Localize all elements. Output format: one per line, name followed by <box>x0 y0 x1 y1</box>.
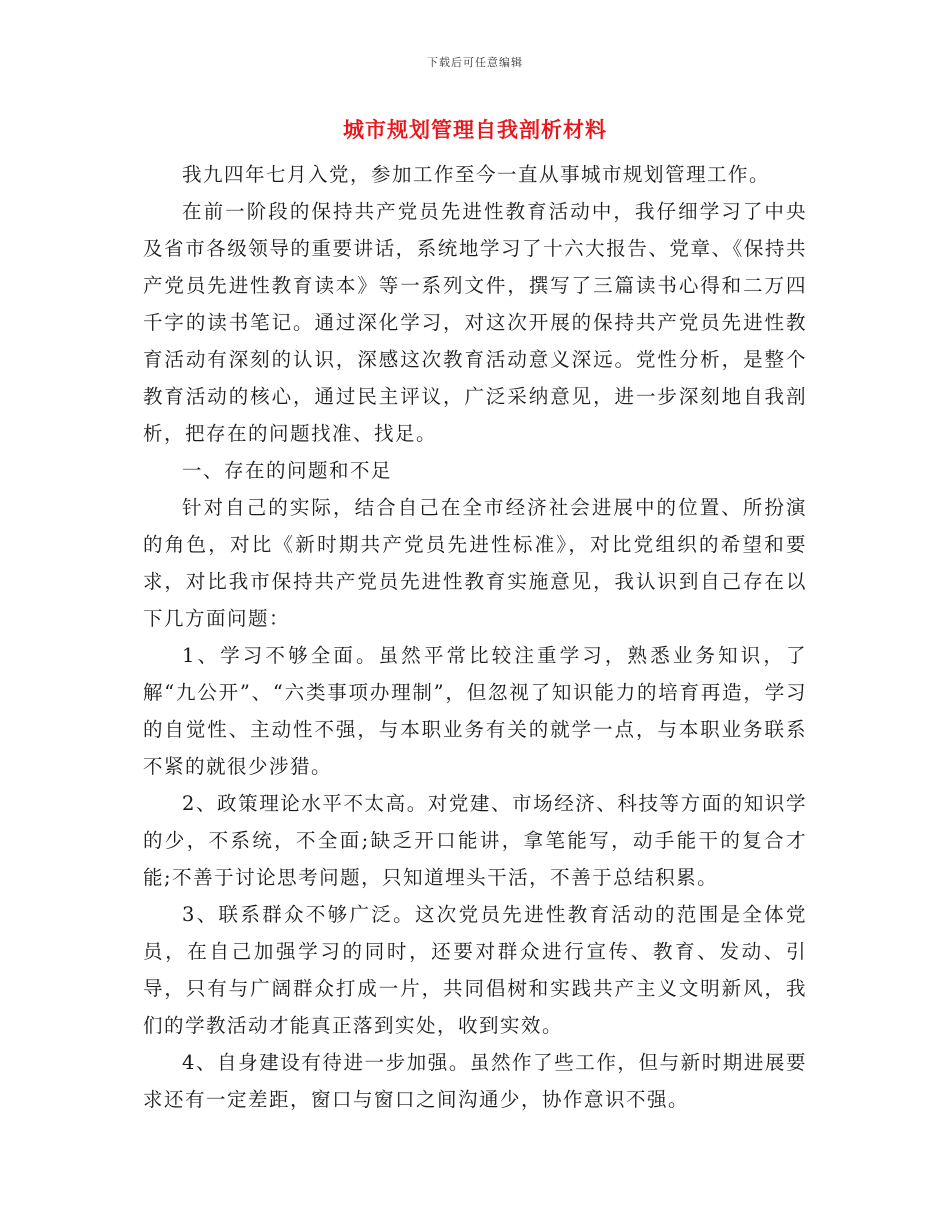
paragraph-study: 在前一阶段的保持共产党员先进性教育活动中，我仔细学习了中央及省市各级领导的重要讲话，系统地学习了十六大报告、党章、《保持共产党员先进性教育读本》等一系列文件，撰写了三篇读书心得和二万四千字的读书笔记。通过深化学习，对这次开展的保持共产党员先进性教育活动有深刻的认识，深感这次教育活动意义深远。党性分析，是整个教育活动的核心，通过民主评议，广泛采纳意见，进一步深刻地自我剖析，把存在的问题找准、找足。 <box>143 200 807 445</box>
paragraph-problems-intro: 针对自己的实际，结合自己在全市经济社会进展中的位置、所扮演的角色，对比《新时期共产党员先进性标准》，对比党组织的希望和要求，对比我市保持共产党员先进性教育实施意见，我认识到自己存在以下几方面问题： <box>143 496 807 630</box>
paragraph-problem-1: 1、学习不够全面。虽然平常比较注重学习，熟悉业务知识，了解“九公开”、“六类事项办理制”，但忽视了知识能力的培育再造，学习的自觉性、主动性不强，与本职业务有关的就学一点，与本职业务联系不紧的就很少涉猎。 <box>143 644 807 778</box>
paragraph-problem-4: 4、自身建设有待进一步加强。虽然作了些工作，但与新时期进展要求还有一定差距，窗口与窗口之间沟通少，协作意识不强。 <box>143 1051 807 1111</box>
paragraph-problem-2: 2、政策理论水平不太高。对党建、市场经济、科技等方面的知识学的少，不系统，不全面;缺乏开口能讲，拿笔能写，动手能干的复合才能;不善于讨论思考问题，只知道埋头干活，不善于总结积累。 <box>143 792 807 889</box>
document-title: 城市规划管理自我剖析材料 <box>343 117 607 142</box>
document-body <box>143 156 807 1118</box>
paragraph-problem-3: 3、联系群众不够广泛。这次党员先进性教育活动的范围是全体党员，在自己加强学习的同时，还要对群众进行宣传、教育、发动、引导，只有与广阔群众打成一片，共同倡树和实践共产主义文明新风，我们的学教活动才能真正落到实处，收到实效。 <box>143 903 807 1037</box>
section-heading: 一、存在的问题和不足 <box>182 459 393 482</box>
header-note: 下载后可任意编辑 <box>427 56 523 69</box>
paragraph-intro: 我九四年七月入党，参加工作至今一直从事城市规划管理工作。 <box>182 163 771 186</box>
